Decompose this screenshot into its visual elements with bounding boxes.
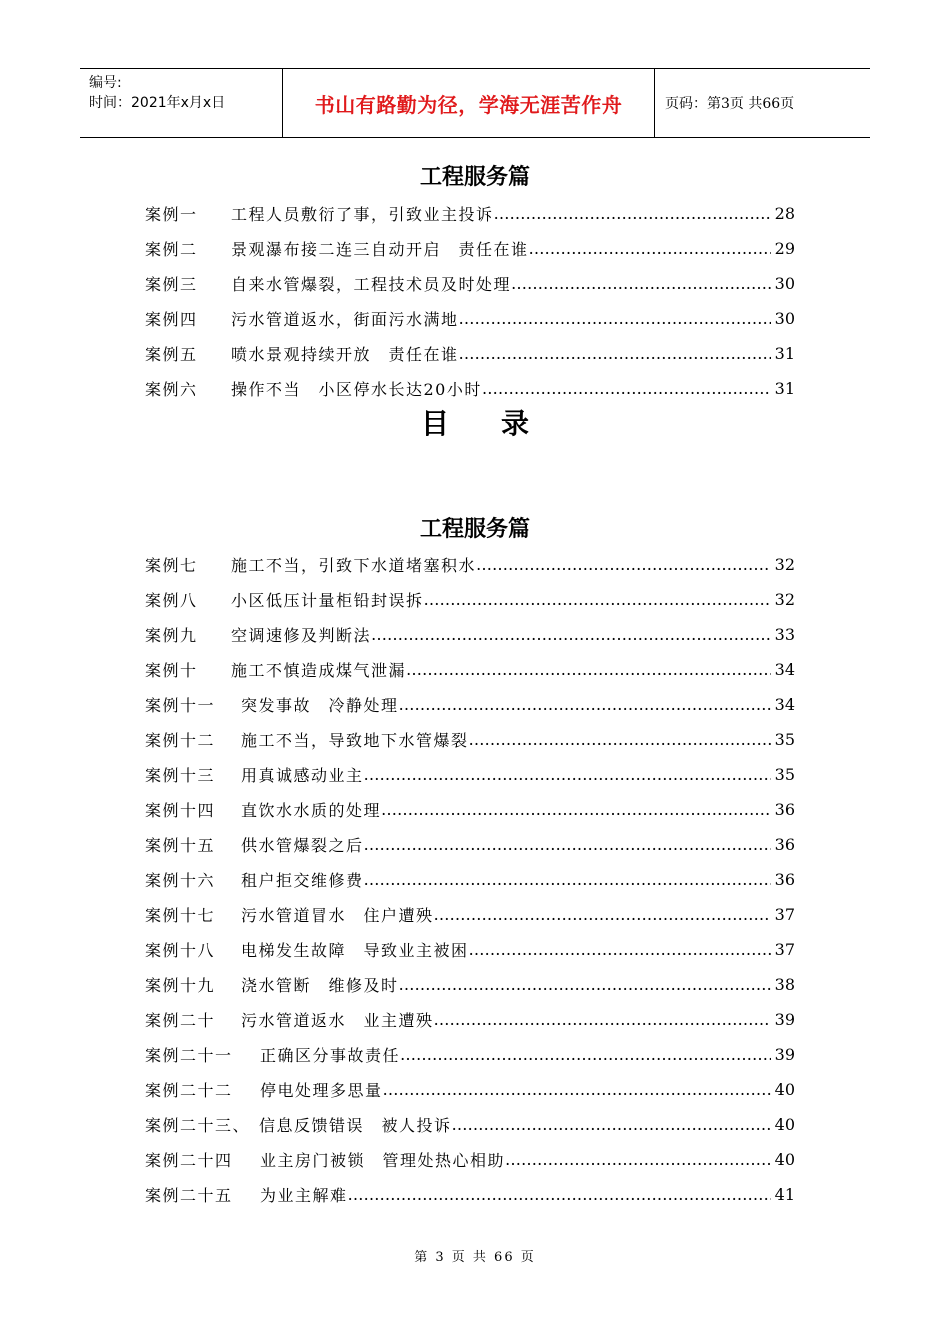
toc-entry-title: 为业主解难 (260, 1186, 348, 1205)
toc-page-number: 29 (774, 239, 795, 258)
toc-entry-title: 自来水管爆裂，工程技术员及时处理 (231, 275, 512, 294)
toc-dot-leader (494, 204, 771, 223)
toc-entry[interactable] (145, 582, 795, 617)
toc-dot-leader (364, 765, 771, 784)
toc-entry[interactable] (145, 687, 795, 722)
toc-page-number: 40 (774, 1150, 795, 1169)
toc-entry-title: 污水管道冒水 住户遭殃 (241, 906, 434, 925)
toc-entry[interactable] (145, 617, 795, 652)
toc-dot-leader (364, 835, 771, 854)
table-of-contents-title: 目录 (420, 407, 581, 440)
toc-page-number: 37 (774, 905, 795, 924)
toc-case-number: 案例十 (145, 661, 198, 680)
toc-case-number: 案例九 (145, 626, 198, 645)
header-page-info: 页码：第3页 共66页 (665, 96, 795, 112)
toc-entry-title: 用真诚感动业主 (241, 766, 364, 785)
toc-case-number: 案例二十 (145, 1011, 216, 1030)
toc-dot-leader (381, 800, 771, 819)
toc-entry-title: 污水管道返水，街面污水满地 (231, 310, 459, 329)
toc-list-section2 (145, 547, 795, 1212)
toc-page-number: 38 (774, 975, 795, 994)
toc-dot-leader (406, 660, 771, 679)
toc-dot-leader (482, 379, 771, 398)
toc-case-number: 案例二十一 (145, 1046, 233, 1065)
toc-page-number: 28 (774, 204, 795, 223)
toc-entry-title: 喷水景观持续开放 责任在谁 (231, 345, 459, 364)
document-number-label: 编号: (89, 75, 122, 91)
toc-entry[interactable] (145, 757, 795, 792)
toc-dot-leader (505, 1150, 771, 1169)
toc-page-number: 39 (774, 1045, 795, 1064)
section-title: 工程服务篇 (419, 164, 530, 190)
toc-page-number: 36 (774, 835, 795, 854)
toc-dot-leader (459, 309, 771, 328)
toc-page-number: 36 (774, 870, 795, 889)
toc-entry[interactable] (145, 301, 795, 336)
page-header (80, 68, 870, 138)
toc-dot-leader (383, 1080, 771, 1099)
toc-dot-leader (399, 695, 771, 714)
toc-page-number: 40 (774, 1115, 795, 1134)
toc-page-number: 41 (774, 1185, 795, 1204)
toc-case-number: 案例十六 (145, 871, 216, 890)
toc-entry-title: 直饮水水质的处理 (241, 801, 382, 820)
toc-page-number: 36 (774, 800, 795, 819)
toc-page-number: 31 (774, 344, 795, 363)
toc-entry[interactable] (145, 547, 795, 582)
toc-dot-leader (476, 555, 771, 574)
toc-page-number: 32 (774, 590, 795, 609)
toc-case-number: 案例十七 (145, 906, 216, 925)
header-meta (80, 69, 282, 137)
toc-case-number: 案例二十四 (145, 1151, 233, 1170)
toc-case-number: 案例十一 (145, 696, 216, 715)
toc-case-number: 案例十八 (145, 941, 216, 960)
toc-case-number: 案例二十三、 (145, 1116, 251, 1135)
toc-entry-title: 施工不当，导致地下水管爆裂 (241, 731, 469, 750)
toc-entry[interactable] (145, 231, 795, 266)
toc-entry[interactable] (145, 827, 795, 862)
toc-page-number: 35 (774, 765, 795, 784)
toc-entry[interactable] (145, 792, 795, 827)
toc-case-number: 案例十三 (145, 766, 216, 785)
toc-entry[interactable] (145, 652, 795, 687)
toc-entry[interactable] (145, 932, 795, 967)
toc-entry[interactable] (145, 1037, 795, 1072)
toc-entry-title: 供水管爆裂之后 (241, 836, 364, 855)
toc-page-number: 34 (774, 660, 795, 679)
toc-page-number: 30 (774, 274, 795, 293)
toc-case-number: 案例二十二 (145, 1081, 233, 1100)
toc-dot-leader (434, 1010, 771, 1029)
toc-case-number: 案例十五 (145, 836, 216, 855)
toc-entry[interactable] (145, 1072, 795, 1107)
toc-dot-leader (469, 940, 771, 959)
toc-dot-leader (459, 344, 771, 363)
toc-entry[interactable] (145, 336, 795, 371)
toc-entry[interactable] (145, 967, 795, 1002)
toc-entry[interactable] (145, 1177, 795, 1212)
toc-page-number: 34 (774, 695, 795, 714)
toc-case-number: 案例七 (145, 556, 198, 575)
toc-case-number: 案例二 (145, 240, 198, 259)
toc-entry[interactable] (145, 1002, 795, 1037)
toc-page-number: 33 (774, 625, 795, 644)
toc-entry-title: 正确区分事故责任 (260, 1046, 401, 1065)
toc-page-number: 35 (774, 730, 795, 749)
toc-entry[interactable] (145, 371, 795, 406)
toc-entry[interactable] (145, 897, 795, 932)
toc-dot-leader (348, 1185, 771, 1204)
toc-entry[interactable] (145, 1107, 795, 1142)
toc-entry-title: 空调速修及判断法 (231, 626, 372, 645)
toc-dot-leader (469, 730, 771, 749)
toc-dot-leader (399, 975, 771, 994)
toc-entry-title: 施工不当，引致下水道堵塞积水 (231, 556, 477, 575)
toc-page-number: 32 (774, 555, 795, 574)
toc-dot-leader (371, 625, 771, 644)
toc-entry-title: 电梯发生故障 导致业主被困 (241, 941, 469, 960)
toc-case-number: 案例四 (145, 310, 198, 329)
toc-entry-title: 信息反馈错误 被人投诉 (259, 1116, 452, 1135)
toc-dot-leader (529, 239, 771, 258)
toc-entry-title: 工程人员敷衍了事，引致业主投诉 (231, 205, 494, 224)
header-motto: 书山有路勤为径，学海无涯苦作舟 (282, 69, 655, 137)
toc-dot-leader (424, 590, 771, 609)
toc-case-number: 案例八 (145, 591, 198, 610)
toc-entry[interactable] (145, 1142, 795, 1177)
toc-case-number: 案例十四 (145, 801, 216, 820)
toc-dot-leader (364, 870, 771, 889)
toc-case-number: 案例六 (145, 380, 198, 399)
toc-page-number: 39 (774, 1010, 795, 1029)
toc-dot-leader (400, 1045, 771, 1064)
toc-page-number: 37 (774, 940, 795, 959)
toc-entry-title: 停电处理多思量 (260, 1081, 383, 1100)
toc-entry-title: 操作不当 小区停水长达20小时 (231, 380, 482, 399)
toc-entry-title: 施工不慎造成煤气泄漏 (231, 661, 407, 680)
toc-entry-title: 租户拒交维修费 (241, 871, 364, 890)
toc-case-number: 案例十二 (145, 731, 216, 750)
toc-entry-title: 业主房门被锁 管理处热心相助 (260, 1151, 506, 1170)
toc-case-number: 案例十九 (145, 976, 216, 995)
toc-page-number: 31 (774, 379, 795, 398)
toc-entry[interactable] (145, 266, 795, 301)
toc-entry-title: 景观瀑布接二连三自动开启 责任在谁 (231, 240, 529, 259)
toc-entry[interactable] (145, 722, 795, 757)
toc-case-number: 案例二十五 (145, 1186, 233, 1205)
page-footer: 第 3 页 共 66 页 (414, 1250, 536, 1265)
toc-entry-title: 浇水管断 维修及时 (241, 976, 399, 995)
toc-case-number: 案例一 (145, 205, 198, 224)
toc-page-number: 30 (774, 309, 795, 328)
toc-dot-leader (452, 1115, 771, 1134)
document-date: 时间：2021年x月x日 (89, 95, 226, 111)
section-title: 工程服务篇 (419, 516, 530, 542)
toc-case-number: 案例五 (145, 345, 198, 364)
toc-entry-title: 突发事故 冷静处理 (241, 696, 399, 715)
toc-entry[interactable] (145, 862, 795, 897)
toc-dot-leader (511, 274, 771, 293)
toc-entry[interactable] (145, 196, 795, 231)
toc-list-section1 (145, 196, 795, 406)
toc-entry-title: 污水管道返水 业主遭殃 (241, 1011, 434, 1030)
toc-entry-title: 小区低压计量柜铅封误拆 (231, 591, 424, 610)
toc-page-number: 40 (774, 1080, 795, 1099)
toc-case-number: 案例三 (145, 275, 198, 294)
toc-dot-leader (434, 905, 771, 924)
